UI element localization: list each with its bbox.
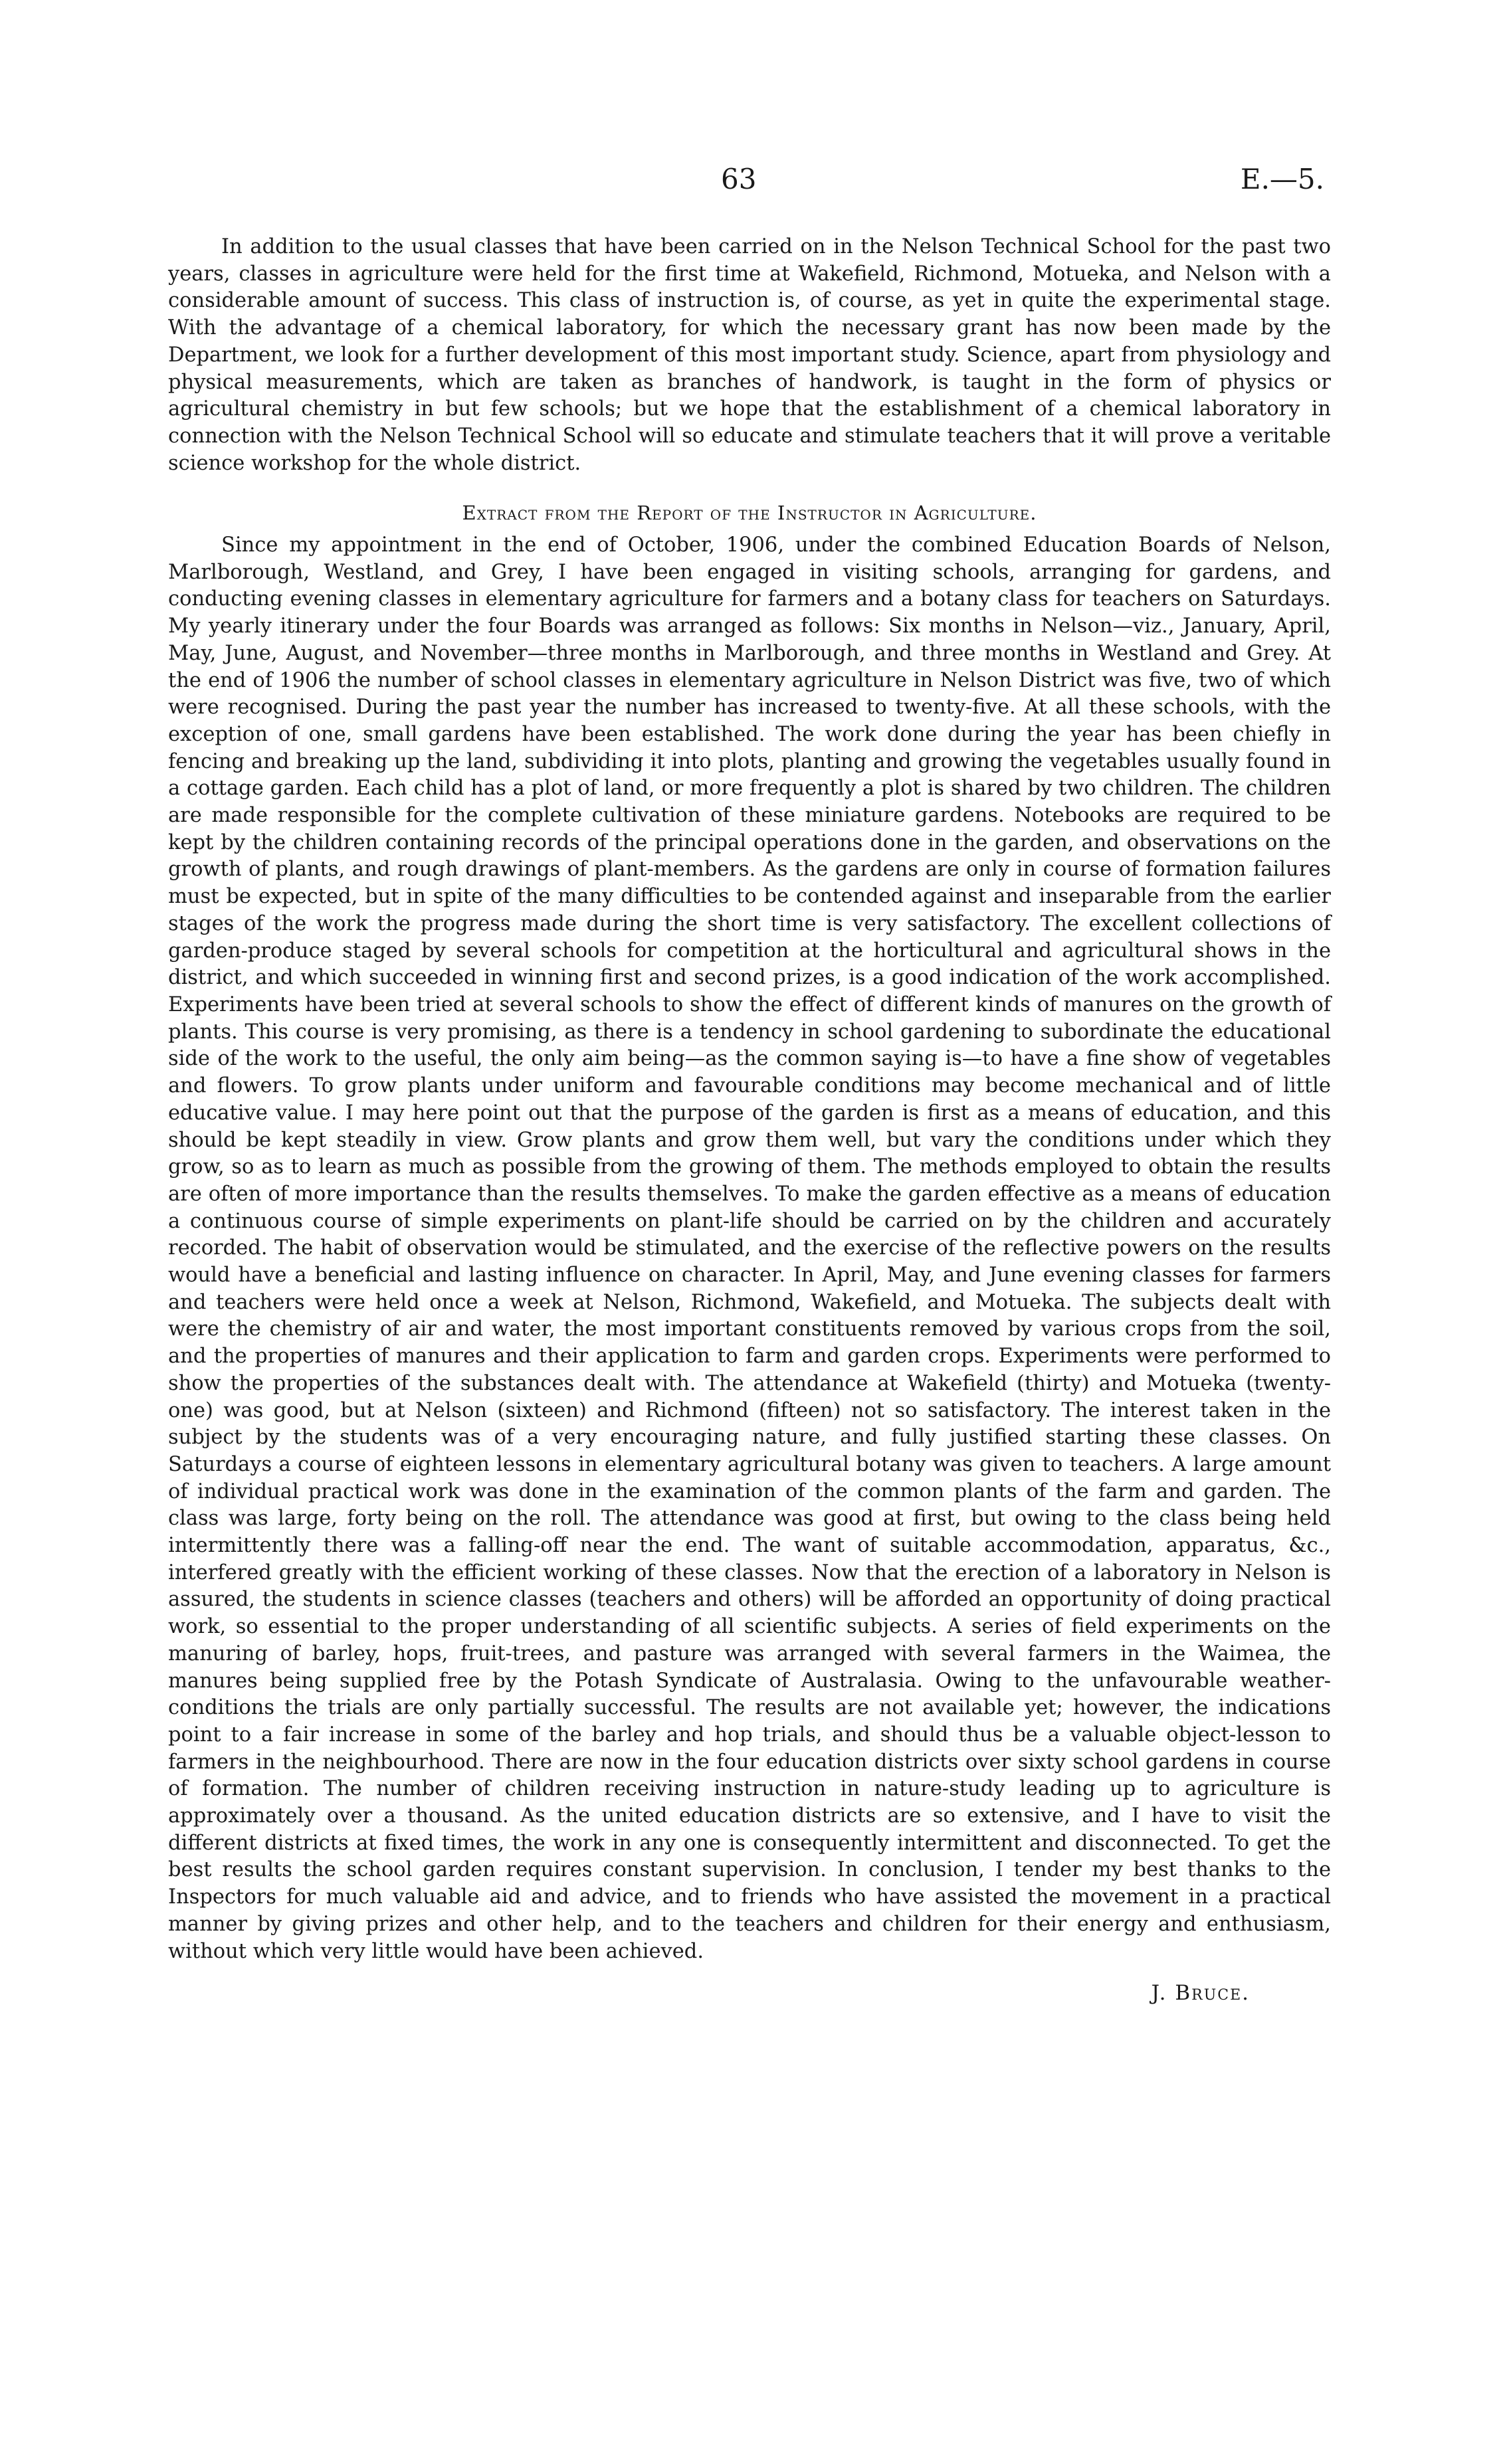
intro-paragraph: In addition to the usual classes that have been carried on in the Nelson Technical School for the past two years, classes in agriculture were held for the first time at Wakefield, Richmond, Motueka, and Nelson with a considerable amount of success. This class of instruction is, of course, as yet in quite the experimental stage. With the advantage of a chemical laboratory, for which the necessary grant has now been made by the Department, we look for a further development of this most important study. Science, apart from physiology and physical measurements, which are taken as branches of handwork, is taught in the form of physics or agricultural chemistry in but few schools; but we hope that the establishment of a chemical laboratory in connection with the Nelson Technical School will so educate and stimulate teachers that it will prove a veritable science workshop for the whole district. [168,235,1331,475]
signature: J. Bruce. [1151,1981,1250,2006]
section-heading: Extract from the Report of the Instructor in Agriculture. [462,502,1037,525]
page-header [0,163,1507,203]
page-number: 63 [721,163,757,195]
report-paragraph: Since my appointment in the end of October, 1906, under the combined Education Boards of Nelson, Marlborough, Westland, and Grey, I have been engaged in visiting schools, arranging for gardens, and conducting evening classes in elementary agriculture for farmers and a botany class for teachers on Saturdays. My yearly itinerary under the four Boards was arranged as follows: Six months in Nelson—viz., January, April, May, June, August, and November—three months in Marlborough, and three months in Westland and Grey. At the end of 1906 the number of school classes in elementary agriculture in Nelson District was five, two of which were recognised. During the past year the number has increased to twenty-five. At all these schools, with the exception of one, small gardens have been established. The work done during the year has been chiefly in fencing and breaking up the land, subdividing it into plots, planting and growing the vegetables usually found in a cottage garden. Each child has a plot of land, or more frequently a plot is shared by two children. The children are made responsible for the complete cultivation of these miniature gardens. Notebooks are required to be kept by the children containing records of the principal operations done in the garden, and observations on the growth of plants, and rough drawings of plant-members. As the gardens are only in course of formation failures must be expected, but in spite of the many difficulties to be contended against and inseparable from the earlier stages of the work the progress made during the short time is very satisfactory. The excellent collections of garden-produce staged by several schools for competition at the horticultural and agricultural shows in the district, and which succeeded in winning first and second prizes, is a good indication of the work accomplished. Experiments have been tried at several schools to show the effect of different kinds of manures on the growth of plants. This course is very promising, as there is a tendency in school gardening to subordinate the educational side of the work to the useful, the only aim being—as the common saying is—to have a fine show of vegetables and flowers. To grow plants under uniform and favourable conditions may become mechanical and of little educative value. I may here point out that the purpose of the garden is first as a means of education, and this should be kept steadily in view. Grow plants and grow them well, but vary the conditions under which they grow, so as to learn as much as possible from the growing of them. The methods employed to obtain the results are often of more importance than the results themselves. To make the garden effective as a means of education a continuous course of simple experiments on plant-life should be carried on by the children and accurately recorded. The habit of observation would be stimulated, and the exercise of the reflective powers on the results would have a beneficial and lasting influence on character. In April, May, and June evening classes for farmers and teachers were held once a week at Nelson, Richmond, Wakefield, and Motueka. The subjects dealt with were the chemistry of air and water, the most important constituents removed by various crops from the soil, and the properties of manures and their application to farm and garden crops. Experiments were performed to show the properties of the substances dealt with. The attendance at Wakefield (thirty) and Motueka (twenty-one) was good, but at Nelson (sixteen) and Richmond (fifteen) not so satisfactory. The interest taken in the subject by the students was of a very encouraging nature, and fully justified starting these classes. On Saturdays a course of eighteen lessons in elementary agricultural botany was given to teachers. A large amount of individual practical work was done in the examination of the common plants of the farm and garden. The class was large, forty being on the roll. The attendance was good at first, but owing to the class being held intermittently there was a falling-off near the end. The want of suitable accommodation, apparatus, &c., interfered greatly with the efficient working of these classes. Now that the erection of a laboratory in Nelson is assured, the students in science classes (teachers and others) will be afforded an opportunity of doing practical work, so essential to the proper understanding of all scientific subjects. A series of field experiments on the manuring of barley, hops, fruit-trees, and pasture was arranged with several farmers in the Waimea, the manures being supplied free by the Potash Syndicate of Australasia. Owing to the unfavourable weather-conditions the trials are only partially successful. The results are not available yet; however, the indications point to a fair increase in some of the barley and hop trials, and should thus be a valuable object-lesson to farmers in the neighbourhood. There are now in the four education districts over sixty school gardens in course of formation. The number of children receiving instruction in nature-study leading up to agriculture is approximately over a thousand. As the united education districts are so extensive, and I have to visit the different districts at fixed times, the work in any one is consequently intermittent and disconnected. To get the best results the school garden requires constant supervision. In conclusion, I tender my best thanks to the Inspectors for much valuable aid and advice, and to friends who have assisted the movement in a practical manner by giving prizes and other help, and to the teachers and children for their energy and enthusiasm, without which very little would have been achieved. [168,533,1331,1963]
document-reference: E.—5. [1240,163,1324,195]
document-body [168,234,1331,2007]
